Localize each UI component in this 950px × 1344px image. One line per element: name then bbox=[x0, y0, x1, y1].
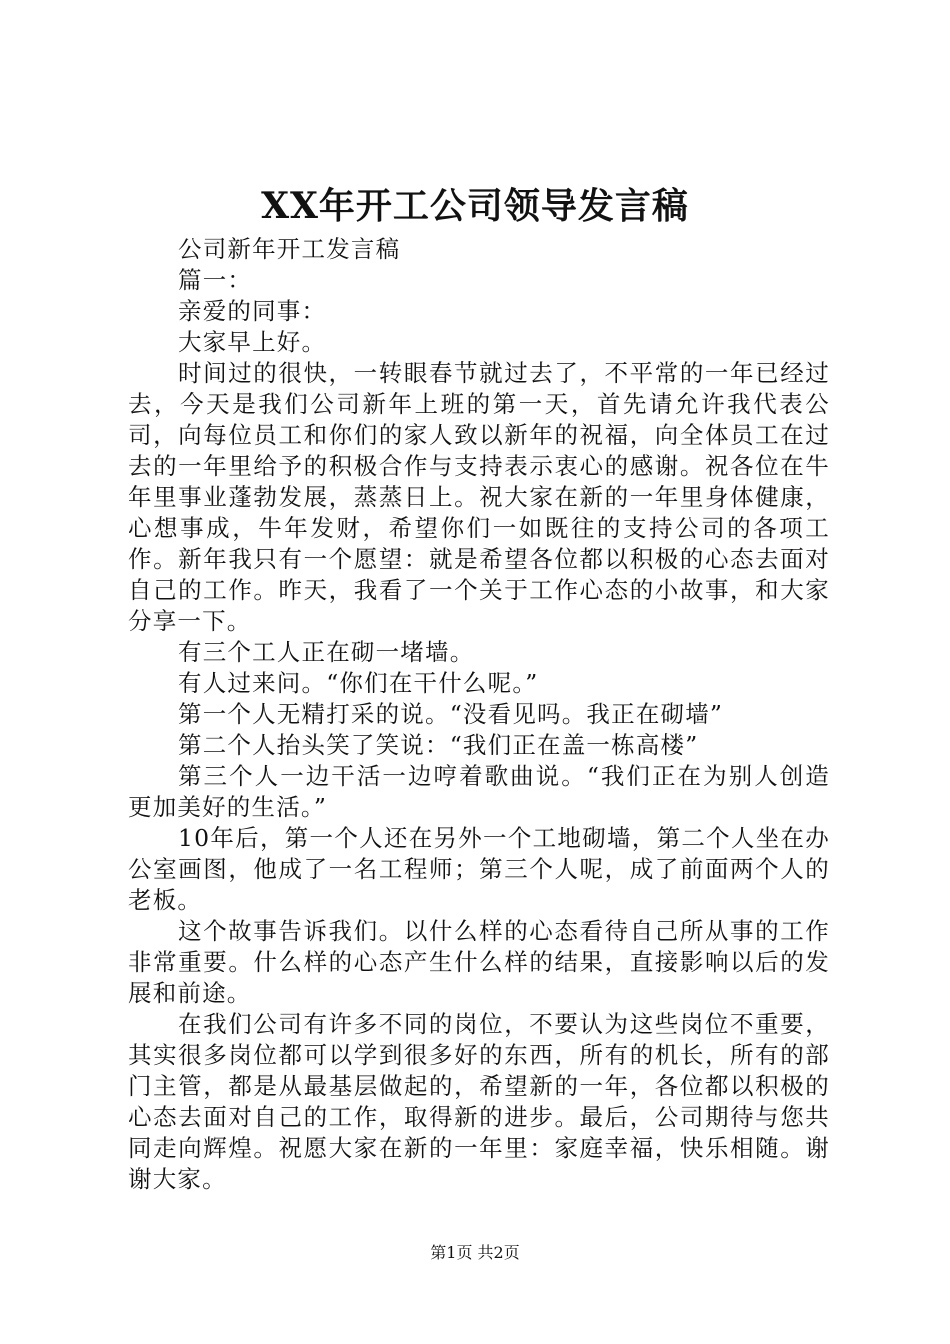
paragraph-salutation: 亲爱的同事： bbox=[178, 297, 327, 325]
document-title: XX年开工公司领导发言稿 bbox=[261, 185, 689, 227]
paragraph-story-outcome: 10年后，第一个人还在另外一个工地砌墙，第二个人坐在办公室画图，他成了一名工程师；第三个人呢，成了前面两个人的老板。 bbox=[128, 824, 830, 914]
paragraph-opening: 时间过的很快，一转眼春节就过去了，不平常的一年已经过去，今天是我们公司新年上班的第一天，首先请允许我代表公司，向每位员工和你们的家人致以新年的祝福，向全体员工在过去的一年里给予的积极合作与支持表示衷心的感谢。祝各位在牛年里事业蓬勃发展，蒸蒸日上。祝大家在新的一年里身体健康，心想事成，牛年发财，希望你们一如既往的支持公司的各项工作。新年我只有一个愿望：就是希望各位都以积极的心态去面对自己的工作。昨天，我看了一个关于工作心态的小故事，和大家分享一下。 bbox=[128, 359, 830, 635]
paragraph-greeting: 大家早上好。 bbox=[178, 328, 327, 356]
paragraph-story-1: 有三个工人正在砌一堵墙。 bbox=[178, 638, 475, 666]
paragraph-story-4: 第二个人抬头笑了笑说：“我们正在盖一栋高楼” bbox=[178, 731, 699, 759]
paragraph-section-label: 篇一： bbox=[178, 266, 253, 294]
paragraph-story-2: 有人过来问。“你们在干什么呢。” bbox=[178, 669, 539, 697]
paragraph-closing: 在我们公司有许多不同的岗位，不要认为这些岗位不重要，其实很多岗位都可以学到很多好的东西，所有的机长，所有的部门主管，都是从最基层做起的，希望新的一年，各位都以积极的心态去面对自己的工作，取得新的进步。最后，公司期待与您共同走向辉煌。祝愿大家在新的一年里：家庭幸福，快乐相随。谢谢大家。 bbox=[128, 1010, 830, 1193]
paragraph-story-5: 第三个人一边干活一边哼着歌曲说。“我们正在为别人创造更加美好的生活。” bbox=[128, 762, 830, 821]
paragraph-subtitle: 公司新年开工发言稿 bbox=[178, 235, 401, 263]
document-body bbox=[128, 234, 830, 1195]
paragraph-story-lesson: 这个故事告诉我们。以什么样的心态看待自己所从事的工作非常重要。什么样的心态产生什么样的结果，直接影响以后的发展和前途。 bbox=[128, 917, 830, 1007]
paragraph-story-3: 第一个人无精打采的说。“没看见吗。我正在砌墙” bbox=[178, 700, 724, 728]
page-footer: 第1页 共2页 bbox=[430, 1243, 520, 1262]
